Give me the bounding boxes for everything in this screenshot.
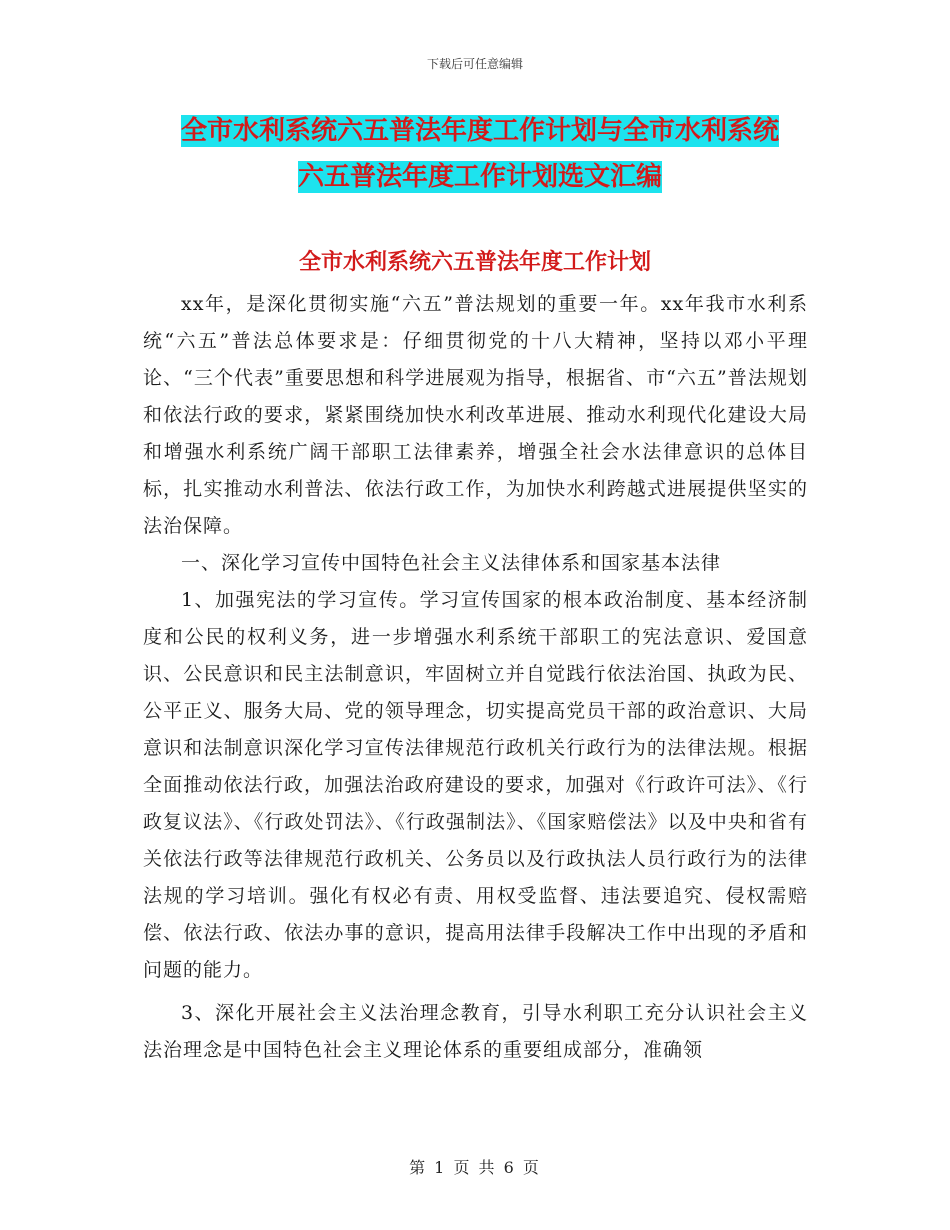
document-body (143, 286, 808, 1069)
paragraph-item-3: 3、深化开展社会主义法治理念教育，引导水利职工充分认识社会主义法治理念是中国特色社会主义理论体系的重要组成部分，准确领 (143, 1002, 808, 1061)
section-title: 全市水利系统六五普法年度工作计划 (298, 250, 651, 275)
title-line-1: 全市水利系统六五普法年度工作计划与全市水利系统 (180, 116, 779, 146)
title-line-2: 六五普法年度工作计划选文汇编 (297, 162, 662, 192)
page-number: 第 1 页 共 6 页 (409, 1158, 541, 1177)
document-title (140, 108, 820, 200)
paragraph-heading-1: 一、深化学习宣传中国特色社会主义法律体系和国家基本法律 (181, 552, 722, 574)
header-note: 下载后可任意编辑 (426, 57, 523, 71)
paragraph-item-1: 1、加强宪法的学习宣传。学习宣传国家的根本政治制度、基本经济制度和公民的权利义务，进一步增强水利系统干部职工的宪法意识、爱国意识、公民意识和民主法制意识，牢固树立并自觉践行依法治国、执政为民、公平正义、服务大局、党的领导理念，切实提高党员干部的政治意识、大局意识和法制意识深化学习宣传法律规范行政机关行政行为的法律法规。根据全面推动依法行政，加强法治政府建设的要求，加强对《行政许可法》、《行政复议法》、《行政处罚法》、《行政强制法》、《国家赔偿法》以及中央和省有关依法行政等法律规范行政机关、公务员以及行政执法人员行政行为的法律法规的学习培训。强化有权必有责、用权受监督、违法要追究、侵权需赔偿、依法行政、依法办事的意识，提高用法律手段解决工作中出现的矛盾和问题的能力。 (143, 589, 808, 981)
paragraph-intro: xx年，是深化贯彻实施“六五”普法规划的重要一年。xx年我市水利系统“六五”普法总体要求是：仔细贯彻党的十八大精神，坚持以邓小平理论、“三个代表”重要思想和科学进展观为指导，根据省、市“六五”普法规划和依法行政的要求，紧紧围绕加快水利改革进展、推动水利现代化建设大局和增强水利系统广阔干部职工法律素养，增强全社会水法律意识的总体目标，扎实推动水利普法、依法行政工作，为加快水利跨越式进展提供坚实的法治保障。 (143, 293, 808, 537)
